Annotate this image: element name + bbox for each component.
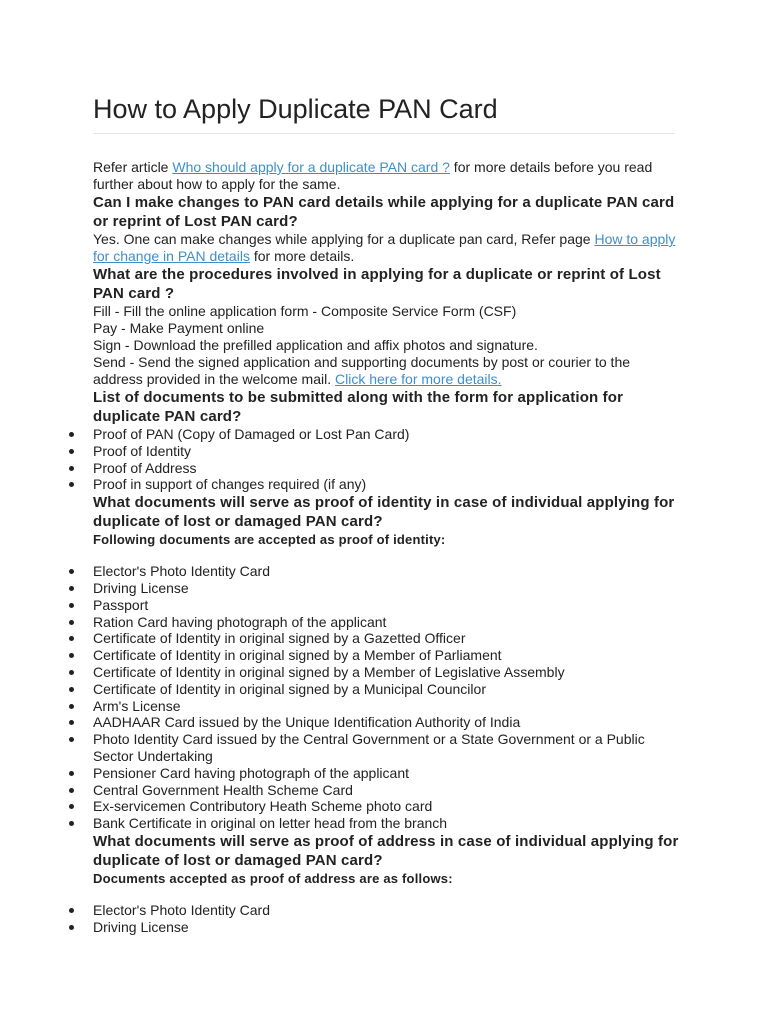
list-item: [93, 681, 683, 698]
list-item: [93, 765, 683, 782]
bullet-icon: [69, 804, 74, 809]
list-item: [93, 714, 683, 731]
list-item: [93, 597, 683, 614]
list-item-text: Ration Card having photograph of the applicant: [93, 613, 387, 630]
address-documents-list: [93, 902, 683, 936]
bullet-icon: [69, 449, 74, 454]
procedure-step: Sign - Download the prefilled application and affix photos and signature.: [93, 337, 538, 353]
list-item-text: Certificate of Identity in original signed by a Member of Legislative Assembly: [93, 663, 565, 680]
documents-list: [93, 426, 683, 493]
list-item: [93, 647, 683, 664]
list-item-text: Elector's Photo Identity Card: [93, 563, 270, 580]
list-item-text: Passport: [93, 596, 149, 613]
intro-text-pre: Refer article: [93, 159, 173, 175]
list-item: [93, 563, 683, 580]
list-item-text: Proof of PAN (Copy of Damaged or Lost Pan Card): [93, 426, 410, 442]
list-item: [93, 630, 683, 647]
procedure-step: Pay - Make Payment online: [93, 320, 265, 336]
list-item: [93, 815, 683, 832]
spacer: [93, 887, 683, 902]
bullet-icon: [69, 432, 74, 437]
question-heading-documents: List of documents to be submitted along with the form for application for duplicate PAN card?: [93, 389, 624, 425]
article-body: [93, 159, 683, 936]
list-item-text: Elector's Photo Identity Card: [93, 901, 270, 918]
identity-subheading: Following documents are accepted as proof of identity:: [93, 532, 446, 548]
list-item-text: Certificate of Identity in original signed by a Gazetted Officer: [93, 630, 466, 647]
bullet-icon: [69, 670, 74, 675]
list-item: [93, 460, 683, 477]
list-item-text: AADHAAR Card issued by the Unique Identification Authority of India: [93, 714, 521, 731]
list-item-text: Proof in support of changes required (if any): [93, 476, 367, 493]
identity-documents-list: [93, 563, 683, 832]
bullet-icon: [69, 788, 74, 793]
bullet-icon: [69, 908, 74, 913]
list-item-text: Proof of Identity: [93, 442, 192, 459]
procedure-step: Fill - Fill the online application form - Composite Service Form (CSF): [93, 303, 517, 319]
bullet-icon: [69, 586, 74, 591]
bullet-icon: [69, 737, 74, 742]
bullet-icon: [69, 636, 74, 641]
list-item-text: Central Government Health Scheme Card: [93, 781, 353, 798]
list-item-text: Proof of Address: [93, 459, 197, 476]
duplicate-pan-article-link[interactable]: Who should apply for a duplicate PAN card ?: [172, 159, 450, 175]
page-title: How to Apply Duplicate PAN Card: [93, 94, 498, 124]
question-heading-changes: Can I make changes to PAN card details while applying for a duplicate PAN card or reprint of Lost PAN card?: [93, 194, 675, 230]
address-subheading: Documents accepted as proof of address are as follows:: [93, 870, 453, 886]
more-details-link[interactable]: Click here for more details.: [335, 371, 502, 387]
list-item-text: Certificate of Identity in original signed by a Member of Parliament: [93, 647, 502, 664]
bullet-icon: [69, 653, 74, 658]
list-item-text: Bank Certificate in original on letter head from the branch: [93, 815, 448, 832]
list-item: [93, 698, 683, 715]
list-item: [93, 664, 683, 681]
bullet-icon: [69, 720, 74, 725]
bullet-icon: [69, 704, 74, 709]
bullet-icon: [69, 482, 74, 487]
bullet-icon: [69, 569, 74, 574]
list-item: [93, 782, 683, 799]
list-item-text: Certificate of Identity in original signed by a Municipal Councilor: [93, 680, 486, 697]
bullet-icon: [69, 620, 74, 625]
list-item-text: Ex-servicemen Contributory Heath Scheme photo card: [93, 798, 433, 815]
procedure-step: [93, 354, 683, 388]
title-divider: [93, 133, 675, 134]
bullet-icon: [69, 603, 74, 608]
list-item: [93, 580, 683, 597]
list-item: [93, 902, 683, 919]
list-item: [93, 919, 683, 936]
bullet-icon: [69, 925, 74, 930]
list-item-text: Photo Identity Card issued by the Central Government or a State Government or a Public Sector Undertaking: [93, 731, 645, 764]
changes-answer-pre: Yes. One can make changes while applying for a duplicate pan card, Refer page: [93, 231, 595, 247]
changes-answer: [93, 231, 683, 265]
list-item: [93, 426, 683, 443]
list-item-text: Pensioner Card having photograph of the applicant: [93, 764, 409, 781]
list-item: [93, 614, 683, 631]
procedure-step-text: Send - Send the signed application and supporting documents by post or courier to the address provided in the welcome mail.: [93, 354, 631, 387]
list-item-text: Arm's License: [93, 697, 181, 714]
bullet-icon: [69, 771, 74, 776]
list-item: [93, 476, 683, 493]
bullet-icon: [69, 466, 74, 471]
intro-text-post: for more details before you read further about how to apply for the same.: [93, 159, 653, 192]
question-heading-procedures: What are the procedures involved in applying for a duplicate or reprint of Lost PAN card ?: [93, 266, 661, 302]
list-item: [93, 731, 683, 765]
changes-answer-post: for more details.: [249, 248, 355, 264]
bullet-icon: [69, 687, 74, 692]
bullet-icon: [69, 821, 74, 826]
question-heading-address: What documents will serve as proof of address in case of individual applying for duplicate of lost or damaged PAN card?: [93, 832, 679, 869]
question-heading-identity: What documents will serve as proof of identity in case of individual applying for duplicate of lost or damaged PAN card?: [93, 494, 675, 531]
change-pan-details-link[interactable]: How to apply for change in PAN details: [93, 231, 676, 264]
list-item-text: Driving License: [93, 579, 189, 596]
list-item-text: Driving License: [93, 918, 189, 935]
list-item: [93, 443, 683, 460]
spacer: [93, 548, 683, 563]
intro-paragraph: [93, 159, 683, 193]
list-item: [93, 798, 683, 815]
